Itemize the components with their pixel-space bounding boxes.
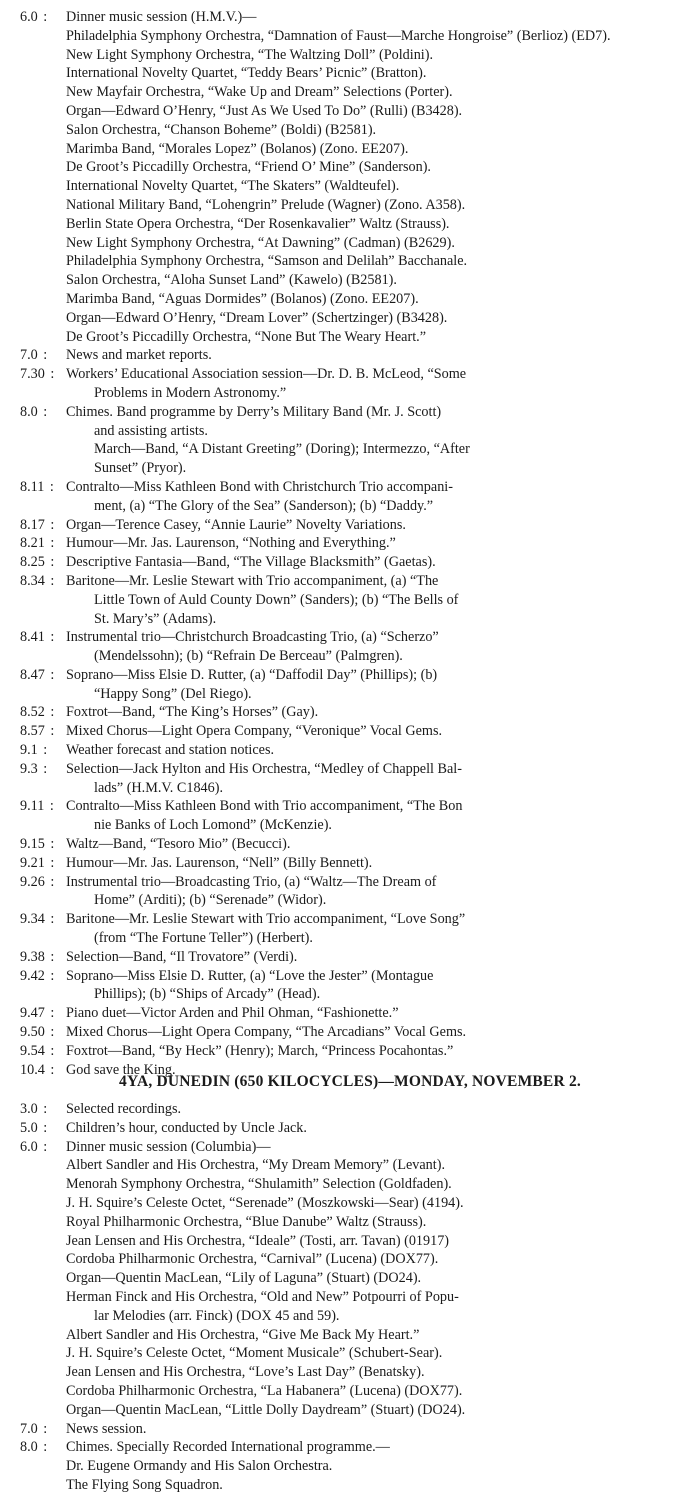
programme-time: 9.54 : — [20, 1042, 55, 1059]
recording-item: Organ—Quentin MacLean, “Lily of Laguna” (Stuart) (DO24). — [66, 1270, 422, 1287]
programme-line: Children’s hour, conducted by Uncle Jack. — [66, 1119, 307, 1136]
programme-entry — [20, 910, 688, 948]
recording-item: The Flying Song Squadron. — [66, 1476, 223, 1493]
programme-time: 7.0 : — [20, 1420, 48, 1437]
programme-entry — [20, 1023, 688, 1042]
programme-entry — [20, 516, 688, 535]
programme-line: Instrumental trio—Broadcasting Trio, (a) “Waltz—The Dream of — [66, 873, 437, 890]
programme-time: 9.42 : — [20, 967, 55, 984]
recording-item: Cordoba Philharmonic Orchestra, “Carnival” (Lucena) (DOX77). — [66, 1251, 439, 1268]
programme-entry — [20, 835, 688, 854]
programme-line: Waltz—Band, “Tesoro Mio” (Becucci). — [66, 836, 291, 853]
programme-line: Humour—Mr. Jas. Laurenson, “Nothing and Everything.” — [66, 535, 396, 552]
recording-item: Royal Philharmonic Orchestra, “Blue Danube” Waltz (Strauss). — [66, 1213, 427, 1230]
recording-item: Philadelphia Symphony Orchestra, “Damnation of Faust—Marche Hongroise” (Berlioz) (ED7). — [66, 27, 611, 44]
recording-item: Salon Orchestra, “Chanson Boheme” (Boldi) (B2581). — [66, 121, 377, 138]
programme-line: Problems in Modern Astronomy.” — [94, 384, 287, 401]
programme-description — [66, 760, 688, 798]
recording-item: Cordoba Philharmonic Orchestra, “La Habanera” (Lucena) (DOX77). — [66, 1382, 463, 1399]
programme-entry — [20, 1420, 688, 1439]
programme-line: News and market reports. — [66, 347, 212, 364]
programme-line: St. Mary’s” (Adams). — [94, 610, 217, 627]
programme-description — [66, 1138, 688, 1420]
recording-item: De Groot’s Piccadilly Orchestra, “None But The Weary Heart.” — [66, 328, 426, 345]
programme-description — [66, 534, 688, 553]
recording-item: Jean Lensen and His Orchestra, “Love’s Last Day” (Benatsky). — [66, 1364, 425, 1381]
programme-line: Piano duet—Victor Arden and Phil Ohman, “Fashionette.” — [66, 1005, 399, 1022]
programme-line: Sunset” (Pryor). — [94, 460, 187, 477]
programme-line: Dinner music session (H.M.V.)— — [66, 9, 257, 25]
programme-line: Phillips); (b) “Ships of Arcady” (Head). — [94, 986, 321, 1003]
recording-item: Organ—Edward O’Henry, “Just As We Used To Do” (Rulli) (B3428). — [66, 102, 463, 119]
programme-time: 8.34 : — [20, 572, 55, 589]
programme-time: 9.11 : — [20, 798, 54, 815]
recording-item: New Light Symphony Orchestra, “The Waltzing Doll” (Poldini). — [66, 46, 434, 63]
programme-time: 7.30 : — [20, 366, 55, 383]
programme-description — [66, 854, 688, 873]
programme-description — [66, 967, 688, 1005]
programme-line: Workers’ Educational Association session—Dr. D. B. McLeod, “Some — [66, 366, 467, 383]
programme-time: 9.1 : — [20, 742, 48, 759]
programme-line: (from “The Fortune Teller”) (Herbert). — [94, 930, 313, 947]
programme-line: Contralto—Miss Kathleen Bond with Trio accompaniment, “The Bon — [66, 798, 463, 815]
programme-description — [66, 8, 688, 346]
programme-line: Instrumental trio—Christchurch Broadcasting Trio, (a) “Scherzo” — [66, 629, 439, 646]
programme-description — [66, 572, 688, 628]
programme-line: Foxtrot—Band, “The King’s Horses” (Gay). — [66, 704, 319, 721]
recording-item: Marimba Band, “Morales Lopez” (Bolanos) (Zono. EE207). — [66, 140, 409, 157]
programme-time: 5.0 : — [20, 1119, 48, 1136]
programme-entry — [20, 346, 688, 365]
programme-time: 8.52 : — [20, 704, 55, 721]
programme-line: (Mendelssohn); (b) “Refrain De Berceau” (Palmgren). — [94, 648, 403, 665]
programme-line: Selection—Jack Hylton and His Orchestra, “Medley of Chappell Bal- — [66, 760, 462, 777]
programme-line: Dinner music session (Columbia)— — [66, 1138, 271, 1155]
programme-entry — [20, 797, 688, 835]
programme-line: Soprano—Miss Elsie D. Rutter, (a) “Daffodil Day” (Phillips); (b) — [66, 666, 438, 683]
programme-line: Humour—Mr. Jas. Laurenson, “Nell” (Billy Bennett). — [66, 854, 373, 871]
programme-time: 9.26 : — [20, 873, 55, 890]
programme-entry — [20, 628, 688, 666]
programme-time: 8.0 : — [20, 403, 48, 420]
programme-description — [66, 703, 688, 722]
programme-entry — [20, 403, 688, 478]
programme-time: 9.47 : — [20, 1005, 55, 1022]
programme-line: Foxtrot—Band, “By Heck” (Henry); March, “Princess Pocahontas.” — [66, 1042, 454, 1059]
recording-item: Berlin State Opera Orchestra, “Der Rosenkavalier” Waltz (Strauss). — [66, 215, 450, 232]
recording-item: Albert Sandler and His Orchestra, “My Dream Memory” (Levant). — [66, 1157, 445, 1174]
programme-entry — [20, 741, 688, 760]
programme-entry — [20, 365, 688, 403]
recording-item: J. H. Squire’s Celeste Octet, “Serenade” (Moszkowski—Sear) (4194). — [66, 1194, 464, 1211]
programme-description — [66, 628, 688, 666]
programme-line: and assisting artists. — [94, 422, 208, 439]
recording-item-line: Herman Finck and His Orchestra, “Old and New” Potpourri of Popu- — [66, 1288, 459, 1305]
programme-description — [66, 797, 688, 835]
programme-description — [66, 1420, 688, 1439]
programme-line: Selection—Band, “Il Trovatore” (Verdi). — [66, 948, 298, 965]
recording-item: De Groot’s Piccadilly Orchestra, “Friend O’ Mine” (Sanderson). — [66, 159, 431, 176]
programme-description — [66, 516, 688, 535]
programme-time: 8.17 : — [20, 516, 55, 533]
programme-description — [66, 365, 688, 403]
recording-item: New Mayfair Orchestra, “Wake Up and Dream” Selections (Porter). — [66, 84, 453, 101]
recording-item: Dr. Eugene Ormandy and His Salon Orchestra. — [66, 1458, 333, 1475]
programme-description — [66, 873, 688, 911]
schedule-section-previous-station — [20, 8, 688, 1079]
programme-entry — [20, 1119, 688, 1138]
schedule-section-4ya-dunedin — [20, 1100, 688, 1495]
programme-entry — [20, 854, 688, 873]
recording-item — [66, 1288, 688, 1326]
programme-entry — [20, 8, 688, 346]
programme-line: News session. — [66, 1420, 147, 1437]
recording-item: Albert Sandler and His Orchestra, “Give Me Back My Heart.” — [66, 1326, 420, 1343]
programme-time: 7.0 : — [20, 347, 48, 364]
programme-description — [66, 346, 688, 365]
programme-time: 8.47 : — [20, 666, 55, 683]
programme-entry — [20, 478, 688, 516]
recording-item: Salon Orchestra, “Aloha Sunset Land” (Kawelo) (B2581). — [66, 272, 397, 289]
programme-entry — [20, 553, 688, 572]
programme-line: Mixed Chorus—Light Opera Company, “The Arcadians” Vocal Gems. — [66, 1024, 467, 1041]
programme-entry — [20, 1138, 688, 1420]
programme-time: 8.41 : — [20, 629, 55, 646]
programme-entry — [20, 703, 688, 722]
programme-entry — [20, 1438, 688, 1494]
programme-description — [66, 553, 688, 572]
programme-line: Home” (Arditi); (b) “Serenade” (Widor). — [94, 892, 327, 909]
programme-line: Organ—Terence Casey, “Annie Laurie” Novelty Variations. — [66, 516, 406, 533]
programme-entry — [20, 1004, 688, 1023]
recording-item: Organ—Edward O’Henry, “Dream Lover” (Schertzinger) (B3428). — [66, 309, 448, 326]
programme-line: Chimes. Specially Recorded International programme.— — [66, 1439, 390, 1456]
station-heading-4ya-dunedin: 4YA, DUNEDIN (650 KILOCYCLES)—MONDAY, NOVEMBER 2. — [119, 1073, 581, 1090]
programme-line: Chimes. Band programme by Derry’s Military Band (Mr. J. Scott) — [66, 403, 442, 420]
programme-entry — [20, 1042, 688, 1061]
programme-line: Contralto—Miss Kathleen Bond with Christchurch Trio accompani- — [66, 478, 453, 495]
recording-item: Jean Lensen and His Orchestra, “Ideale” (Tosti, arr. Tavan) (01917) — [66, 1232, 450, 1249]
programme-line: Baritone—Mr. Leslie Stewart with Trio accompaniment, (a) “The — [66, 572, 439, 589]
programme-description — [66, 403, 688, 478]
programme-time: 8.25 : — [20, 554, 55, 571]
recording-item: International Novelty Quartet, “Teddy Bears’ Picnic” (Bratton). — [66, 65, 427, 82]
programme-description — [66, 722, 688, 741]
programme-description — [66, 1004, 688, 1023]
programme-description — [66, 478, 688, 516]
programme-description — [66, 1042, 688, 1061]
programme-line: “Happy Song” (Del Riego). — [94, 685, 252, 702]
programme-line: Weather forecast and station notices. — [66, 742, 275, 759]
programme-line: March—Band, “A Distant Greeting” (Doring); Intermezzo, “After — [94, 441, 470, 458]
recording-item: International Novelty Quartet, “The Skaters” (Waldteufel). — [66, 178, 400, 195]
programme-description — [66, 948, 688, 967]
recording-item: New Light Symphony Orchestra, “At Dawning” (Cadman) (B2629). — [66, 234, 455, 251]
programme-line: God save the King. — [66, 1061, 176, 1078]
programme-line: Soprano—Miss Elsie D. Rutter, (a) “Love the Jester” (Montague — [66, 967, 434, 984]
programme-description — [66, 835, 688, 854]
programme-entry — [20, 666, 688, 704]
programme-line: Descriptive Fantasia—Band, “The Village Blacksmith” (Gaetas). — [66, 554, 436, 571]
programme-description — [66, 910, 688, 948]
programme-entry — [20, 722, 688, 741]
recording-item: Philadelphia Symphony Orchestra, “Samson and Delilah” Bacchanale. — [66, 253, 468, 270]
programme-entry — [20, 1100, 688, 1119]
programme-entry — [20, 760, 688, 798]
programme-time: 8.21 : — [20, 535, 55, 552]
programme-time: 8.0 : — [20, 1439, 48, 1456]
programme-description — [66, 1119, 688, 1138]
programme-description — [66, 741, 688, 760]
programme-time: 10.4 : — [20, 1061, 55, 1078]
programme-time: 9.21 : — [20, 854, 55, 871]
programme-description — [66, 1438, 688, 1494]
programme-line: nie Banks of Loch Lomond” (McKenzie). — [94, 817, 332, 834]
programme-time: 8.11 : — [20, 478, 54, 495]
recording-item: National Military Band, “Lohengrin” Prelude (Wagner) (Zono. A358). — [66, 196, 466, 213]
programme-time: 9.50 : — [20, 1024, 55, 1041]
recording-item: Menorah Symphony Orchestra, “Shulamith” Selection (Goldfaden). — [66, 1176, 452, 1193]
programme-entry — [20, 967, 688, 1005]
programme-line: Mixed Chorus—Light Opera Company, “Veronique” Vocal Gems. — [66, 723, 443, 740]
recording-item-line: lar Melodies (arr. Finck) (DOX 45 and 59). — [94, 1307, 340, 1324]
programme-time: 9.15 : — [20, 836, 55, 853]
programme-time: 9.34 : — [20, 911, 55, 928]
programme-time: 6.0 : — [20, 1138, 48, 1155]
recording-item: Organ—Quentin MacLean, “Little Dolly Daydream” (Stuart) (DO24). — [66, 1401, 466, 1418]
programme-line: lads” (H.M.V. C1846). — [94, 779, 223, 796]
programme-entry — [20, 572, 688, 628]
programme-line: Baritone—Mr. Leslie Stewart with Trio accompaniment, “Love Song” — [66, 911, 466, 928]
programme-time: 9.3 : — [20, 760, 48, 777]
programme-time: 8.57 : — [20, 723, 55, 740]
recording-item: Marimba Band, “Aguas Dormides” (Bolanos) (Zono. EE207). — [66, 290, 419, 307]
programme-entry — [20, 948, 688, 967]
recording-item: J. H. Squire’s Celeste Octet, “Moment Musicale” (Schubert-Sear). — [66, 1345, 443, 1362]
programme-description — [66, 1023, 688, 1042]
programme-line: Little Town of Auld County Down” (Sanders); (b) “The Bells of — [94, 591, 459, 608]
programme-description — [66, 666, 688, 704]
programme-time: 3.0 : — [20, 1101, 48, 1117]
programme-entry — [20, 873, 688, 911]
programme-description — [66, 1100, 688, 1119]
programme-line: ment, (a) “The Glory of the Sea” (Sanderson); (b) “Daddy.” — [94, 497, 434, 514]
programme-time: 9.38 : — [20, 948, 55, 965]
programme-entry — [20, 534, 688, 553]
programme-time: 6.0 : — [20, 9, 48, 25]
programme-line: Selected recordings. — [66, 1101, 182, 1117]
